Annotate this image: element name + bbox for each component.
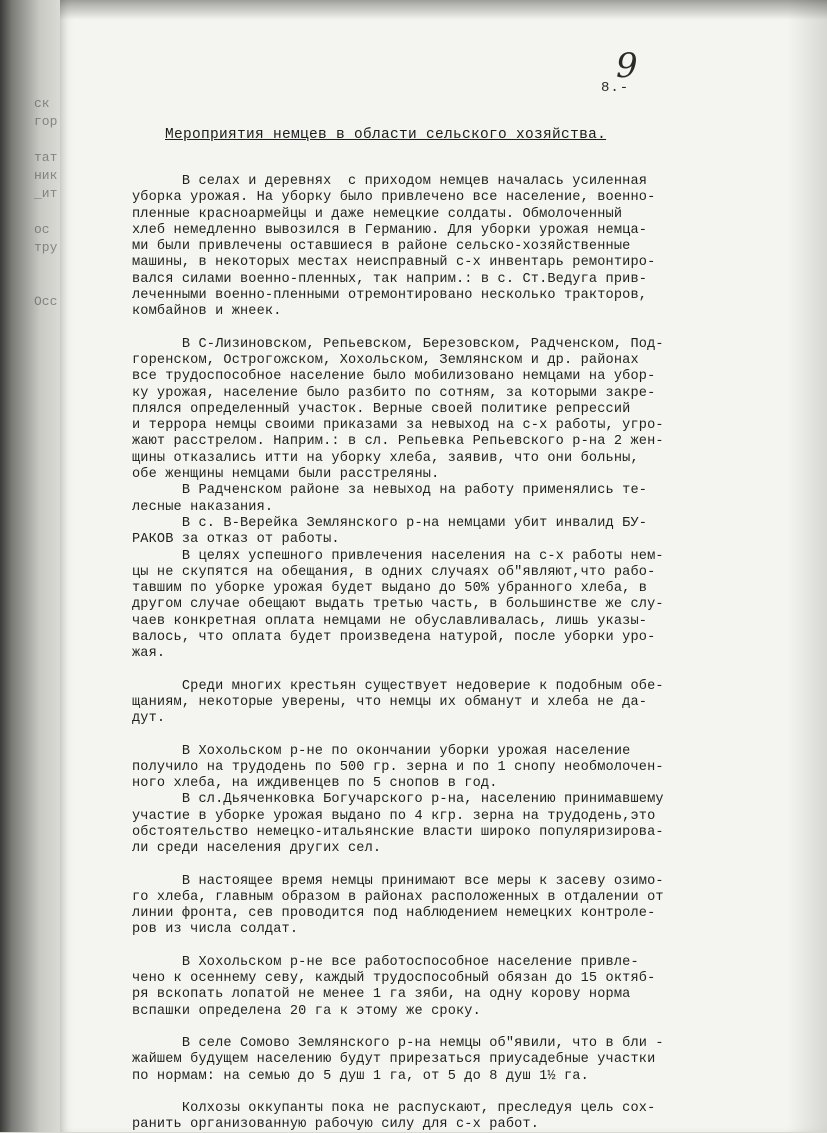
text-line: плялся определенный участок. Верные своей политике репрессий	[132, 401, 631, 417]
margin-fragment: тру	[34, 240, 58, 255]
text-line: Колхозы оккупанты пока не распускают, преследуя цель сох-	[132, 1100, 656, 1116]
text-line: В целях успешного привлечения населения на с-х работы нем-	[132, 548, 664, 564]
text-line: го хлеба, главным образом в районах расположенных в отдалении от	[132, 889, 664, 905]
margin-fragment: ник	[34, 168, 58, 183]
margin-fragment: ск	[34, 96, 50, 111]
text-line: ку урожая, население было разбито по сотням, за которыми закре-	[132, 385, 656, 401]
text-line: В селах и деревнях с приходом немцев началась усиленная	[132, 174, 648, 189]
text-line: тавшим по уборке урожая будет выдано до 50% убранного хлеба, в	[132, 581, 648, 597]
text-line: чено к осеннему севу, каждый трудоспособный обязан до 15 октяб-	[132, 971, 656, 987]
text-line: В настоящее время немцы принимают все меры к засеву озимо-	[132, 873, 664, 889]
text-line: В сл.Дьяченковка Богучарского р-на, населению принимавшему	[132, 792, 664, 808]
paragraph	[132, 744, 742, 858]
text-line: В С-Лизиновском, Репьевском, Березовском, Радченском, Под-	[132, 336, 664, 352]
text-line: ли среди населения других сел.	[132, 841, 382, 857]
paragraph-gap	[132, 663, 742, 679]
margin-fragment: тат	[34, 150, 58, 165]
paragraph-gap	[132, 1085, 742, 1101]
text-line: жают расстрелом. Наприм.: в сл. Репьевка Репьевского р-на 2 жен-	[132, 434, 664, 450]
paragraph	[132, 1036, 742, 1085]
text-line: вался силами военно-пленных, так наприм.: в с. Ст.Ведуга прив-	[132, 271, 648, 287]
text-line: леченными военно-пленными отремонтировано несколько тракторов,	[132, 288, 648, 304]
text-line: ного хлеба, на иждивенцев по 5 снопов в год.	[132, 776, 498, 792]
text-line: комбайнов и жнеек.	[132, 304, 282, 320]
scan-top-shadow	[60, 0, 827, 20]
text-line: пленные красноармейцы и даже немецкие солдаты. Обмолоченный	[132, 206, 623, 222]
text-line: другом случае обещают выдать третью часть, в большинстве же слу-	[132, 597, 664, 613]
paragraph-gap	[132, 858, 742, 874]
text-line: ми были привлечены оставшиеся в районе сельско-хозяйственные	[132, 239, 631, 255]
text-line: В селе Сомово Землянского р-на немцы об"явили, что в бли -	[132, 1035, 664, 1051]
text-line: чаев конкретная оплата немцами не обуславливалась, лишь указы-	[132, 613, 648, 629]
margin-fragment: oc	[34, 222, 50, 237]
text-line: В Радченском районе за невыход на работу применялись те-	[132, 483, 648, 499]
text-line: по нормам: на семью до 5 душ 1 га, от 5 до 8 душ 1½ га.	[132, 1068, 589, 1084]
paragraph	[132, 174, 742, 321]
text-line: обе женщины немцами были расстреляны.	[132, 467, 440, 483]
typed-page-number: 8.-	[601, 80, 630, 96]
text-line: ров из числа солдат.	[132, 922, 299, 938]
text-line: вспашки определена 20 га к этому же сроку.	[132, 1003, 481, 1019]
text-line: линии фронта, сев проводится под наблюдением немецких контроле-	[132, 906, 656, 922]
paragraph	[132, 955, 742, 1020]
paragraph	[132, 874, 742, 939]
text-line: уборка урожая. На уборку было привлечено все население, военно-	[132, 190, 656, 206]
handwritten-page-number: 9	[616, 46, 638, 86]
text-line: получило на трудодень по 500 гр. зерна и по 1 снопу необмолочен-	[132, 759, 664, 775]
text-line: ря вскопать лопатой не менее 1 га зяби, на одну корову норма	[132, 987, 631, 1003]
document-body	[132, 174, 742, 1133]
text-line: машины, в некоторых местах неисправный с-х инвентарь ремонтиро-	[132, 255, 656, 271]
paragraph	[132, 337, 742, 663]
paragraph-gap	[132, 728, 742, 744]
text-line: В Хохольском р-не все работоспособное население привле-	[132, 954, 639, 970]
paragraph-gap	[132, 1020, 742, 1036]
margin-fragment: _ит	[34, 186, 58, 201]
text-line: Среди многих крестьян существует недоверие к подобным обе-	[132, 678, 664, 694]
text-line: лесные наказания.	[132, 499, 274, 515]
paragraph-gap	[132, 939, 742, 955]
text-line: жайшем будущем населению будут прирезаться приусадебные участки	[132, 1052, 656, 1068]
text-line: В с. В-Верейка Землянского р-на немцами убит инвалид БУ-	[132, 515, 648, 531]
paragraph	[132, 1101, 742, 1133]
paragraph-gap	[132, 321, 742, 337]
paragraph	[132, 679, 742, 728]
margin-fragment: Осс	[34, 294, 58, 309]
text-line: участие в уборке урожая выдано по 4 кгр. зерна на трудодень,это	[132, 808, 656, 824]
text-line: валось, что оплата будет произведена натурой, после уборки уро-	[132, 630, 656, 646]
text-line: хлеб немедленно вывозился в Германию. Для уборки урожая немца-	[132, 222, 648, 238]
text-line: щаниям, некоторые уверены, что немцы их обманут и хлеба не да-	[132, 694, 648, 710]
text-line: В Хохольском р-не по окончании уборки урожая население	[132, 743, 631, 759]
margin-fragment: гор	[34, 114, 58, 129]
text-line: обстоятельство немецко-итальянские власти широко популяризирова-	[132, 824, 664, 840]
text-line: дут.	[132, 711, 166, 727]
text-line: ранить организованную рабочую силу для с-х работ.	[132, 1117, 540, 1133]
text-line: цы не скупятся на обещания, в одних случаях об"являют,что рабо-	[132, 564, 656, 580]
text-line: все трудоспособное население было мобилизовано немцами на убор-	[132, 369, 656, 385]
text-line: щины отказались итти на уборку хлеба, заявив, что они больны,	[132, 450, 639, 466]
scan-right-shadow	[787, 0, 827, 1132]
text-line: и террора немцы своими приказами за невыход на с-х работы, угро-	[132, 418, 664, 434]
text-line: жая.	[132, 646, 166, 662]
document-title: Мероприятия немцев в области сельского хозяйства.	[165, 127, 607, 143]
text-line: РАКОВ за отказ от работы.	[132, 532, 340, 548]
text-line: горенском, Острогожском, Хохольском, Землянском и др. районах	[132, 352, 639, 368]
document-page	[60, 0, 827, 1132]
